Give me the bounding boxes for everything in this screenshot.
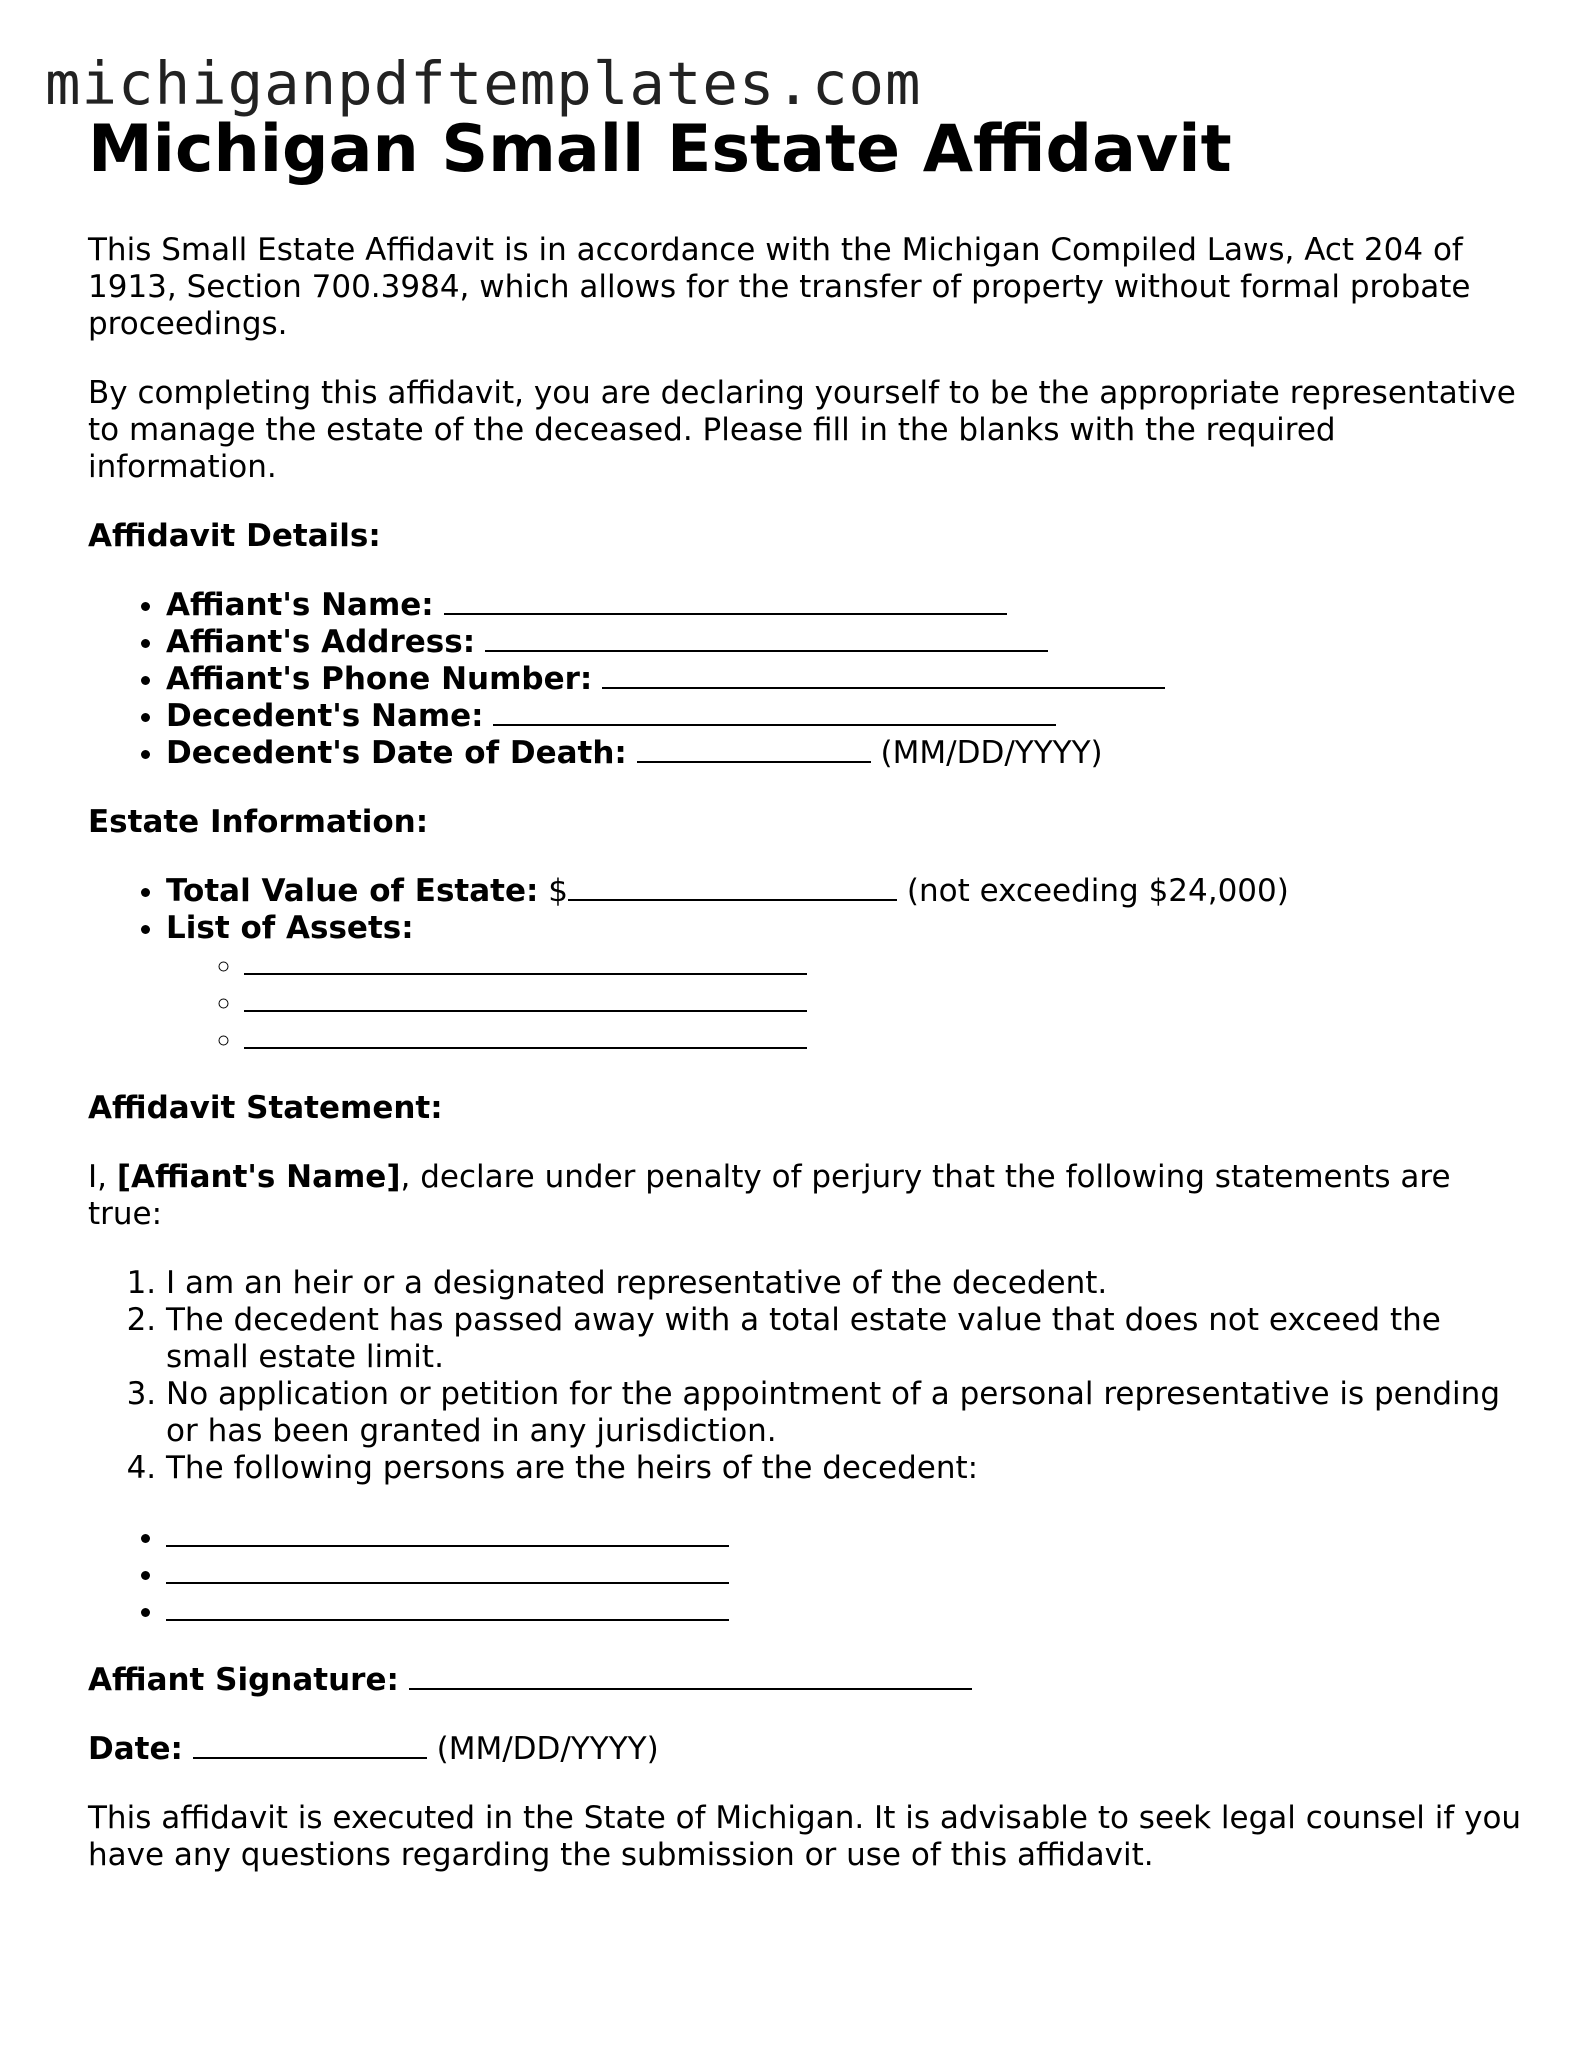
watermark: michiganpdftemplates.com — [45, 49, 922, 118]
total-value-label: Total Value of Estate: — [166, 873, 539, 909]
closing-paragraph: This affidavit is executed in the State of Michigan. It is advisable to seek legal counsel if you have any questions regarding the submission or use of this affidavit. — [88, 1800, 1522, 1873]
statements-list — [88, 1265, 1528, 1487]
statement-item: 2. The decedent has passed away with a total estate value that does not exceed the small estate limit. — [166, 1302, 1528, 1376]
heir-blank-2[interactable] — [166, 1556, 729, 1584]
statement-intro-prefix: I, — [88, 1159, 117, 1195]
decedent-name-blank[interactable] — [493, 698, 1056, 726]
asset-blank-3[interactable] — [244, 1021, 807, 1049]
asset-blank-1[interactable] — [244, 947, 807, 975]
affidavit-details-heading: Affidavit Details: — [88, 518, 381, 554]
statement-item: 1. I am an heir or a designated representative of the decedent. — [166, 1265, 1528, 1302]
total-value-note: (not exceeding $24,000) — [906, 873, 1289, 909]
statement-item: 4. The following persons are the heirs of the decedent: — [166, 1450, 1528, 1487]
affiant-phone-blank[interactable] — [602, 661, 1165, 689]
affiant-address-item — [166, 624, 1528, 661]
asset-blank-2[interactable] — [244, 984, 807, 1012]
decedent-death-date-label: Decedent's Date of Death: — [166, 735, 627, 771]
heirs-list — [88, 1519, 1528, 1630]
intro-paragraph-1: This Small Estate Affidavit is in accordance with the Michigan Compiled Laws, Act 204 of 1913, Section 700.3984, which allows for the transfer of property without formal probate proceedings. — [88, 232, 1471, 342]
signature-row — [88, 1662, 1528, 1699]
affidavit-statement-heading: Affidavit Statement: — [88, 1090, 443, 1126]
estate-information-list — [88, 873, 1528, 1058]
heir-entry — [166, 1556, 1528, 1593]
signature-blank[interactable] — [409, 1662, 972, 1690]
date-label: Date: — [88, 1731, 183, 1767]
assets-list — [166, 947, 1528, 1058]
assets-item — [166, 910, 1528, 1058]
date-format: (MM/DD/YYYY) — [436, 1731, 659, 1767]
affiant-name-label: Affiant's Name: — [166, 587, 434, 623]
date-blank[interactable] — [193, 1731, 427, 1759]
heir-blank-3[interactable] — [166, 1593, 729, 1621]
affiant-phone-label: Affiant's Phone Number: — [166, 661, 593, 697]
asset-entry — [244, 947, 1528, 984]
date-row — [88, 1731, 1528, 1768]
heir-blank-1[interactable] — [166, 1519, 729, 1547]
affiant-name-item — [166, 587, 1528, 624]
decedent-name-label: Decedent's Name: — [166, 698, 484, 734]
affiant-name-blank[interactable] — [444, 587, 1007, 615]
statement-intro-suffix: , declare under penalty of perjury that the following statements are true: — [88, 1159, 1451, 1232]
affidavit-statement-intro — [88, 1159, 1528, 1233]
intro-paragraph-2: By completing this affidavit, you are declaring yourself to be the appropriate representative to manage the estate of the deceased. Please fill in the blanks with the required information. — [88, 375, 1516, 485]
decedent-death-date-format: (MM/DD/YYYY) — [880, 735, 1103, 771]
affiant-name-placeholder: [Affiant's Name] — [116, 1159, 401, 1195]
affidavit-details-list — [88, 587, 1528, 772]
document-page — [88, 110, 1528, 1906]
decedent-death-date-blank[interactable] — [637, 735, 871, 763]
statement-item: 3. No application or petition for the appointment of a personal representative is pending or has been granted in any jurisdiction. — [166, 1376, 1528, 1450]
decedent-name-item — [166, 698, 1528, 735]
document-title: Michigan Small Estate Affidavit — [88, 112, 1232, 187]
signature-label: Affiant Signature: — [88, 1662, 399, 1698]
decedent-death-date-item — [166, 735, 1528, 772]
affiant-phone-item — [166, 661, 1528, 698]
heir-entry — [166, 1593, 1528, 1630]
assets-label: List of Assets: — [166, 910, 414, 946]
affiant-address-blank[interactable] — [485, 624, 1048, 652]
heir-entry — [166, 1519, 1528, 1556]
total-value-item — [166, 873, 1528, 910]
affiant-address-label: Affiant's Address: — [166, 624, 476, 660]
estate-information-heading: Estate Information: — [88, 804, 429, 840]
total-value-blank[interactable] — [568, 873, 897, 901]
currency-symbol: $ — [548, 873, 568, 909]
asset-entry — [244, 1021, 1528, 1058]
asset-entry — [244, 984, 1528, 1021]
